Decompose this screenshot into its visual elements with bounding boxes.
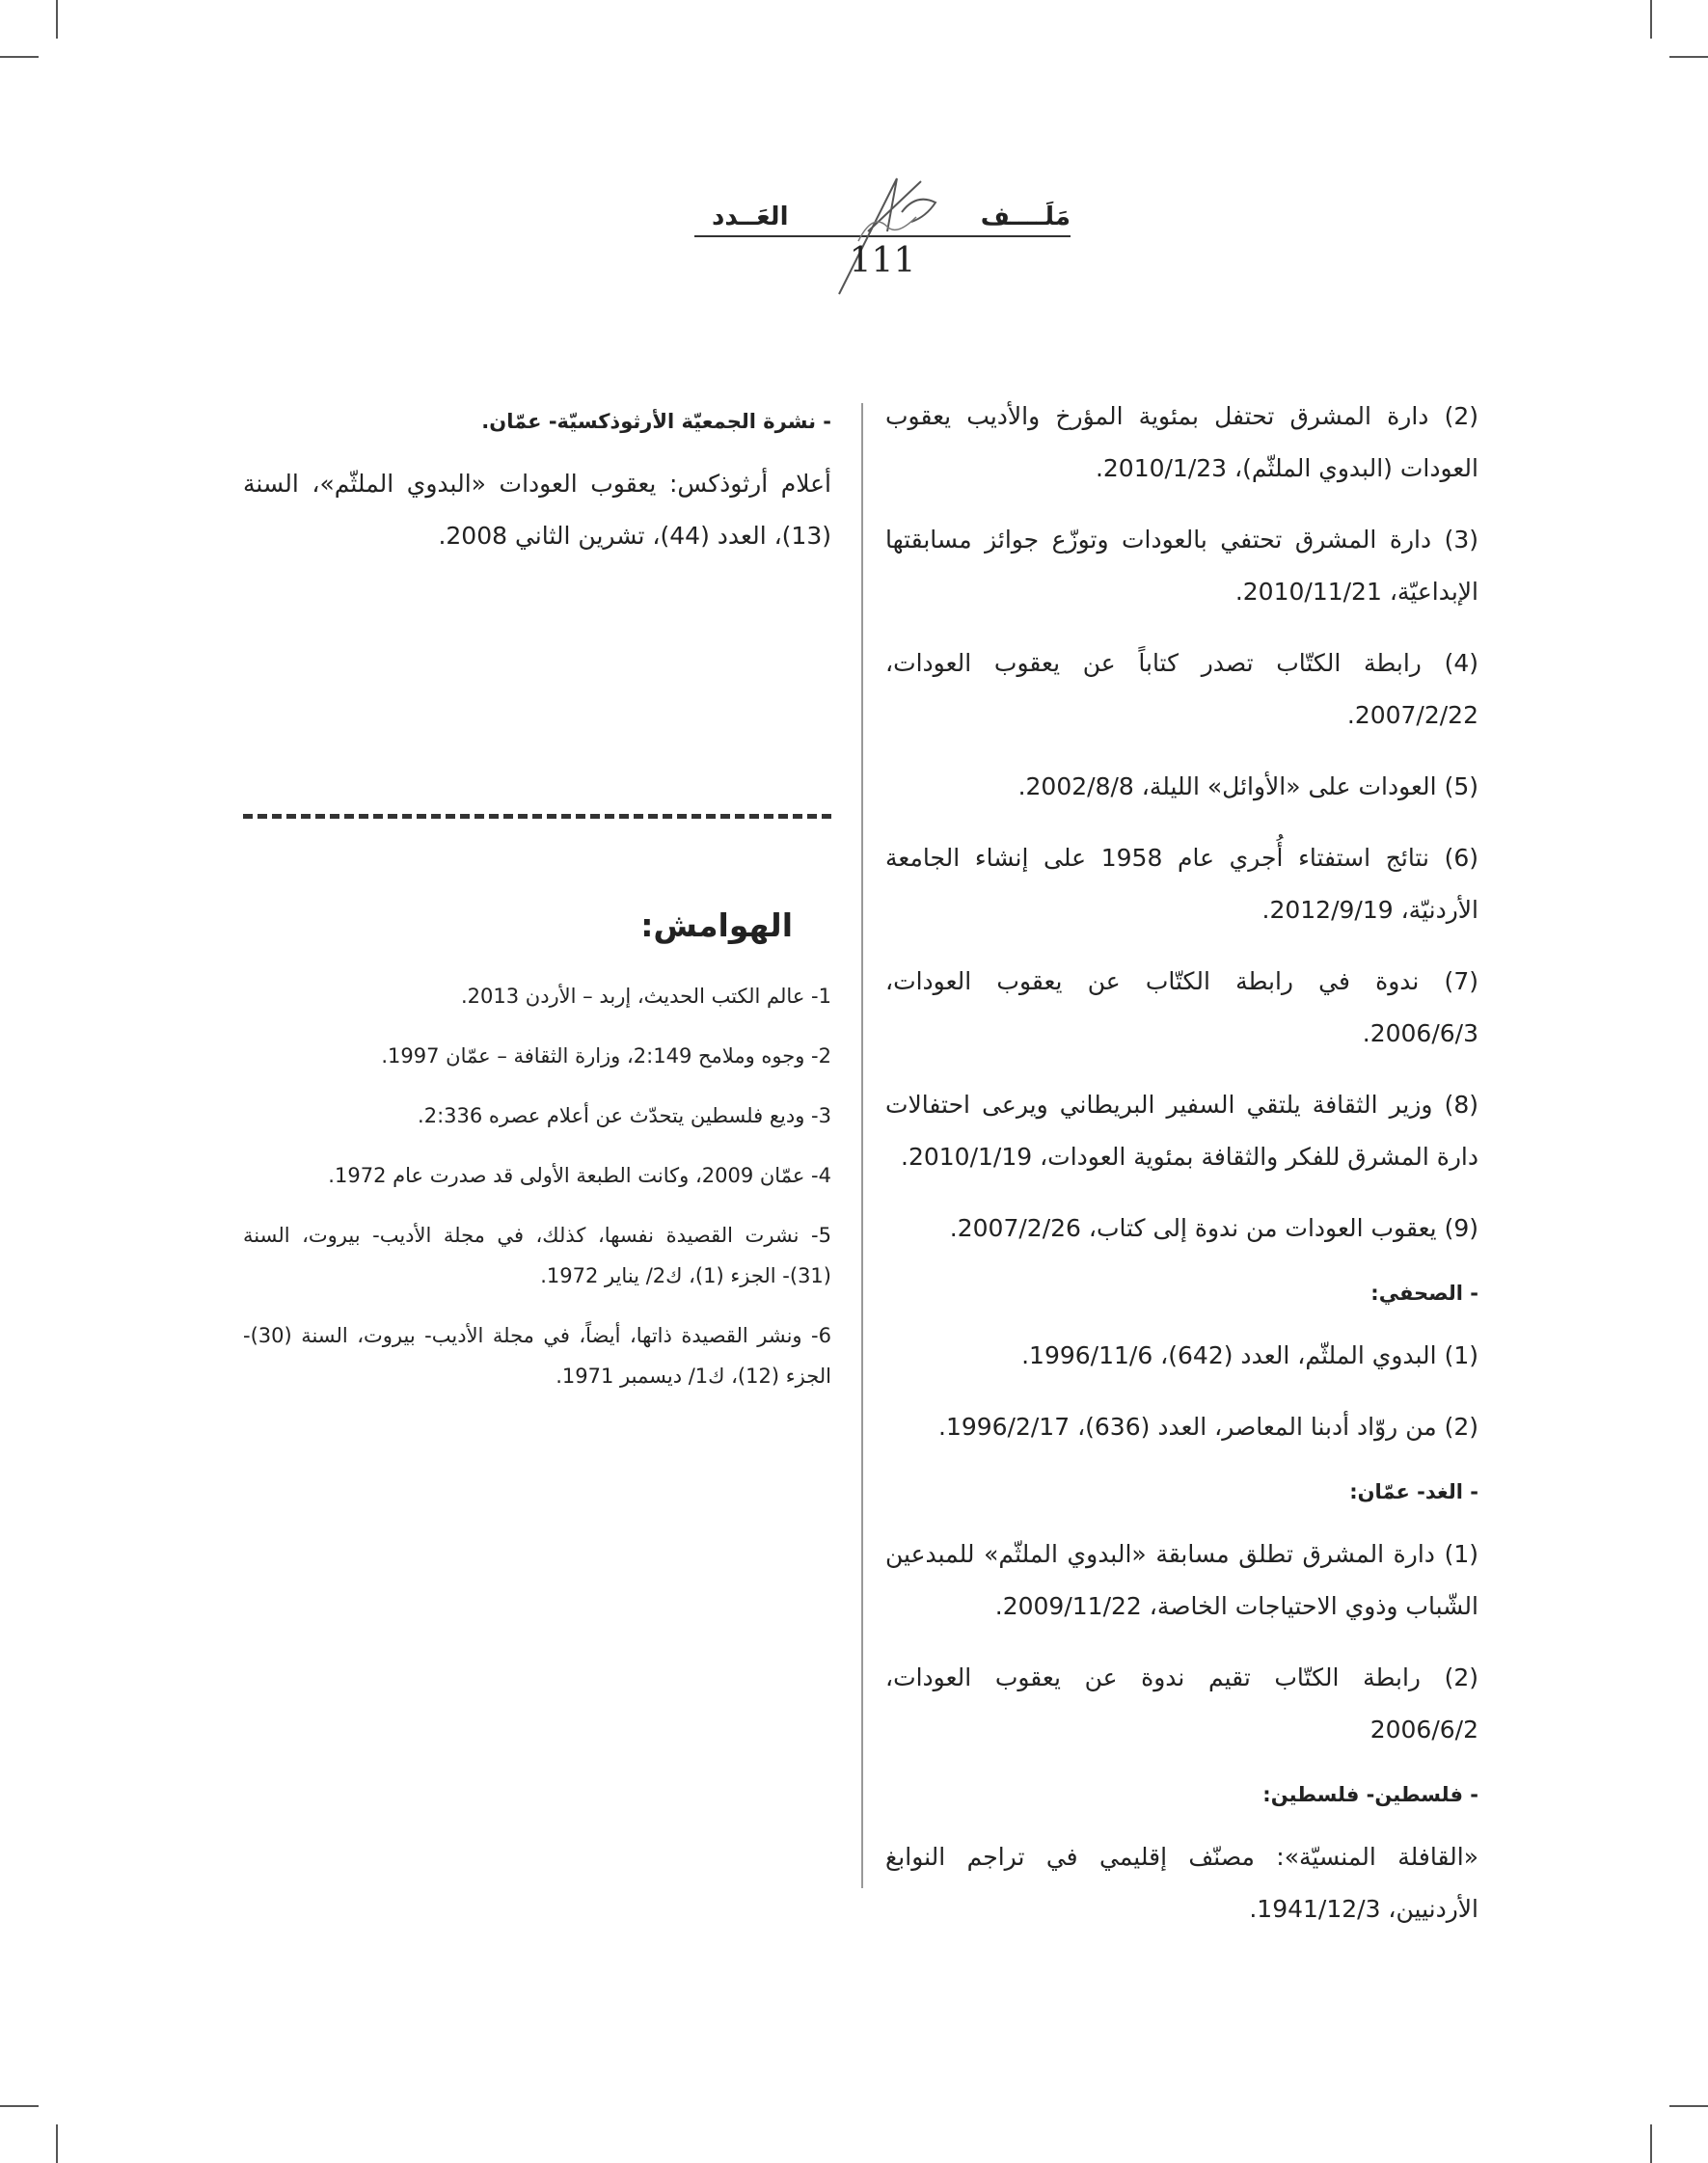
- left-column: [243, 391, 831, 581]
- reference-item: (2) رابطة الكتّاب تقيم ندوة عن يعقوب العودات، 2006/6/2: [885, 1663, 1478, 1744]
- crop-mark-top-right-h: [1669, 56, 1708, 58]
- page-header: [694, 174, 1071, 309]
- footnotes-list: [243, 976, 831, 1416]
- reference-item: (1) البدوي الملثّم، العدد (642)، 1996/11/6.: [1021, 1341, 1478, 1369]
- page-number: 111: [849, 241, 916, 281]
- crop-mark-top-left-h: [0, 56, 39, 58]
- footnote-item: 1- عالم الكتب الحديث، إربد – الأردن 2013.: [460, 985, 831, 1008]
- reference-item: (2) من روّاد أدبنا المعاصر، العدد (636)، 1996/2/17.: [937, 1413, 1478, 1441]
- reference-item: (4) رابطة الكتّاب تصدر كتاباً عن يعقوب العودات، 2007/2/22.: [885, 649, 1478, 729]
- reference-item: (6) نتائج استفتاء أُجري عام 1958 على إنشاء الجامعة الأردنيّة، 2012/9/19.: [885, 844, 1479, 924]
- header-issue-label: العَــدد: [712, 203, 789, 231]
- reference-item: (2) دارة المشرق تحتفل بمئوية المؤرخ والأديب يعقوب العودات (البدوي الملثّم)، 2010/1/23.: [885, 402, 1478, 482]
- footnote-item: 5- نشرت القصيدة نفسها، كذلك، في مجلة الأديب- بيروت، السنة (31)- الجزء (1)، ك2/ يناير 1972.: [243, 1224, 831, 1287]
- section-heading-sahafi: - الصحفي:: [1370, 1282, 1478, 1305]
- footnote-item: 4- عمّان 2009، وكانت الطبعة الأولى قد صدرت عام 1972.: [328, 1164, 831, 1187]
- section-heading-ghad: - الغد- عمّان:: [1349, 1480, 1478, 1503]
- dashed-separator: [243, 814, 831, 819]
- crop-mark-top-right-v: [1650, 0, 1652, 39]
- section-heading-filastin: - فلسطين- فلسطين:: [1262, 1783, 1478, 1806]
- header-section-label: مَلَــــف: [980, 203, 1071, 231]
- footnotes-title: الهوامش:: [640, 906, 793, 944]
- reference-item: أعلام أرثوذكس: يعقوب العودات «البدوي الملثّم»، السنة (13)، العدد (44)، تشرين الثاني 2008.: [243, 470, 831, 550]
- crop-mark-bottom-right-v: [1650, 2124, 1652, 2163]
- crop-mark-bottom-left-v: [56, 2124, 58, 2163]
- crop-mark-top-left-v: [56, 0, 58, 39]
- footnote-item: 3- وديع فلسطين يتحدّث عن أعلام عصره 2:336.: [418, 1104, 831, 1127]
- reference-item: (5) العودات على «الأوائل» الليلة، 2002/8/8.: [1017, 772, 1478, 800]
- reference-item: (8) وزير الثقافة يلتقي السفير البريطاني ويرعى احتفالات دارة المشرق للفكر والثقافة بمئوية العودات، 2010/1/19.: [885, 1091, 1478, 1171]
- footnote-item: 6- ونشر القصيدة ذاتها، أيضاً، في مجلة الأديب- بيروت، السنة (30)- الجزء (12)، ك1/ ديسمبر 1971.: [243, 1324, 831, 1388]
- reference-item: (9) يعقوب العودات من ندوة إلى كتاب، 2007/2/26.: [949, 1214, 1478, 1242]
- reference-item: (3) دارة المشرق تحتفي بالعودات وتوزّع جوائز مسابقتها الإبداعيّة، 2010/11/21.: [885, 526, 1478, 606]
- crop-mark-bottom-right-h: [1669, 2105, 1708, 2107]
- reference-item: «القافلة المنسيّة»: مصنّف إقليمي في تراجم النوابغ الأردنيين، 1941/12/3.: [885, 1843, 1478, 1923]
- column-divider: [861, 403, 863, 1888]
- reference-item: (1) دارة المشرق تطلق مسابقة «البدوي الملثّم» للمبدعين الشّباب وذوي الاحتياجات الخاصة، 2009/11/22.: [885, 1540, 1478, 1620]
- right-column: [885, 391, 1478, 1955]
- reference-item: (7) ندوة في رابطة الكتّاب عن يعقوب العودات، 2006/6/3.: [885, 967, 1478, 1047]
- section-heading-orthodox: - نشرة الجمعيّة الأرثوذكسيّة- عمّان.: [481, 410, 831, 433]
- crop-mark-bottom-left-h: [0, 2105, 39, 2107]
- footnote-item: 2- وجوه وملامح 2:149، وزارة الثقافة – عمّان 1997.: [381, 1044, 831, 1068]
